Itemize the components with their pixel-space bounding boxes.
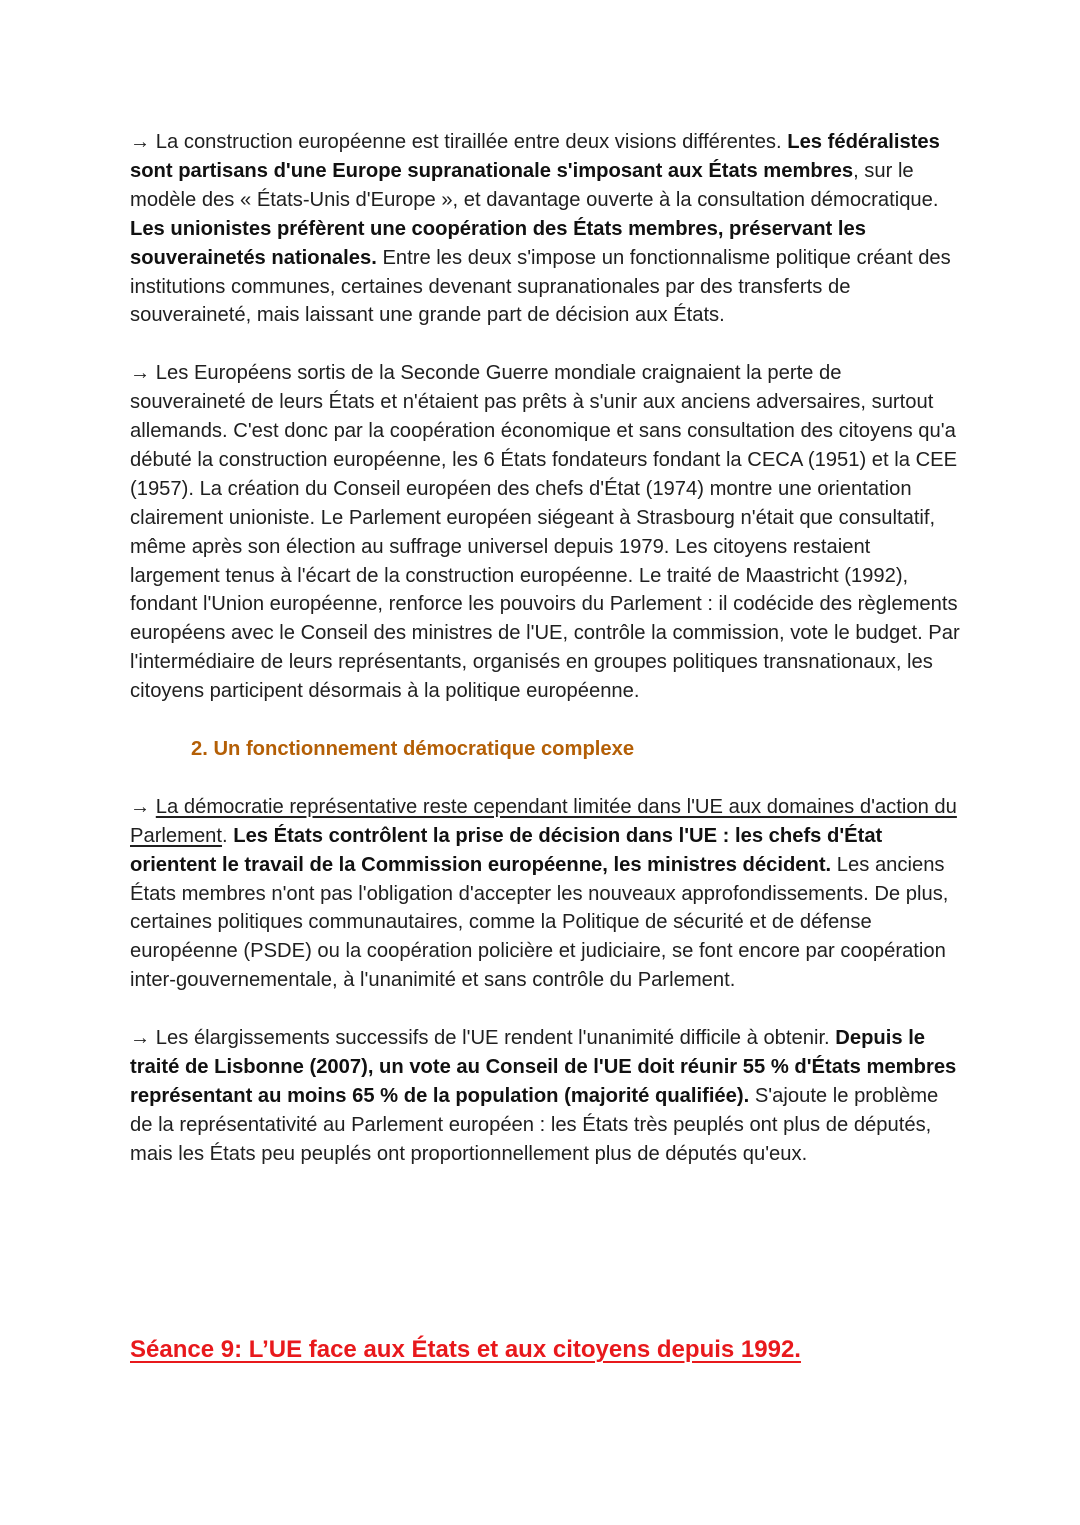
text-run: , sur le modèle des « États-Unis d'Europe », et davantage ouverte à la consultation démocratique. bbox=[130, 159, 939, 211]
text-run: Entre les deux s'impose un fonctionnalisme politique créant des institutions communes, certaines devenant supranationales par des transferts de souveraineté, mais laissant une grande part de décision aux États. bbox=[130, 246, 951, 327]
paragraph-spacer bbox=[130, 706, 960, 735]
paragraph-unionists bbox=[130, 215, 960, 331]
section-heading: 2. Un fonctionnement démocratique complexe bbox=[191, 738, 635, 760]
underlined-text-run: La démocratie représentative reste cependant limitée dans l'UE aux domaines d'action du Parlement bbox=[130, 795, 957, 847]
text-run: → Les élargissements successifs de l'UE rendent l'unanimité difficile à obtenir. bbox=[130, 1027, 836, 1050]
paragraph-representative-democracy bbox=[130, 793, 960, 995]
text-run: S'ajoute le problème de la représentativité au Parlement européen : les États très peuplés ont plus de députés, mais les États peu peuplés ont proportionnellement plus de députés qu'eux. bbox=[130, 1084, 939, 1165]
paragraph-history bbox=[130, 359, 960, 706]
bold-text-run: Les unionistes préfèrent une coopération des États membres, préservant les souverainetés nationales. bbox=[130, 217, 866, 269]
bold-text-run: Depuis le traité de Lisbonne (2007), un vote au Conseil de l'UE doit réunir 55 % d'États membres représentant au moins 65 % de la population (majorité qualifiée). bbox=[130, 1027, 957, 1107]
document-page bbox=[130, 128, 960, 1169]
text-run: → La construction européenne est tiraillée entre deux visions différentes. bbox=[130, 131, 788, 153]
paragraph-spacer bbox=[130, 330, 960, 359]
bold-text-run: Les États contrôlent la prise de décision dans l'UE : les chefs d'État orientent le travail de la Commission européenne, les ministres décident. bbox=[130, 824, 883, 876]
paragraph-spacer bbox=[130, 764, 960, 793]
text-run: . bbox=[222, 824, 234, 847]
seance-title: Séance 9: L’UE face aux États et aux citoyens depuis 1992. bbox=[130, 1336, 801, 1363]
paragraph-enlargements bbox=[130, 1024, 960, 1169]
text-run: → Les Européens sortis de la Seconde Guerre mondiale craignaient la perte de souveraineté de leurs États et n'étaient pas prêts à s'unir aux anciens adversaires, surtout allemands. C'est donc par la coopération économique et sans consultation des citoyens qu'a débuté la construction européenne, les 6 États fondateurs fondant la CECA (1951) et la CEE (1957). La création du Conseil européen des chefs d'État (1974) montre une orientation clairement unioniste. Le Parlement européen siégeant à Strasbourg n'était que consultatif, même après son élection au suffrage universel depuis 1979. Les citoyens restaient largement tenus à l'écart de la construction européenne. Le traité de Maastricht (1992), fondant l'Union européenne, renforce les pouvoirs du Parlement : il codécide des règlements européens avec le Conseil des ministres de l'UE, contrôle la commission, vote le budget. Par l'intermédiaire de leurs représentants, organisés en groupes politiques transnationaux, les citoyens participent désormais à la politique européenne. bbox=[130, 362, 960, 703]
paragraph-spacer bbox=[130, 995, 960, 1024]
text-run: Les anciens États membres n'ont pas l'obligation d'accepter les nouveaux approfondissements. De plus, certaines politiques communautaires, comme la Politique de sécurité et de défense européenne (PSDE) ou la coopération policière et judiciaire, se font encore par coopération inter-gouvernementale, à l'unanimité et sans contrôle du Parlement. bbox=[130, 853, 949, 992]
text-run: → bbox=[130, 795, 156, 818]
paragraph-federalists bbox=[130, 128, 960, 215]
bold-text-run: Les fédéralistes sont partisans d'une Europe supranationale s'imposant aux États membres bbox=[130, 131, 940, 182]
